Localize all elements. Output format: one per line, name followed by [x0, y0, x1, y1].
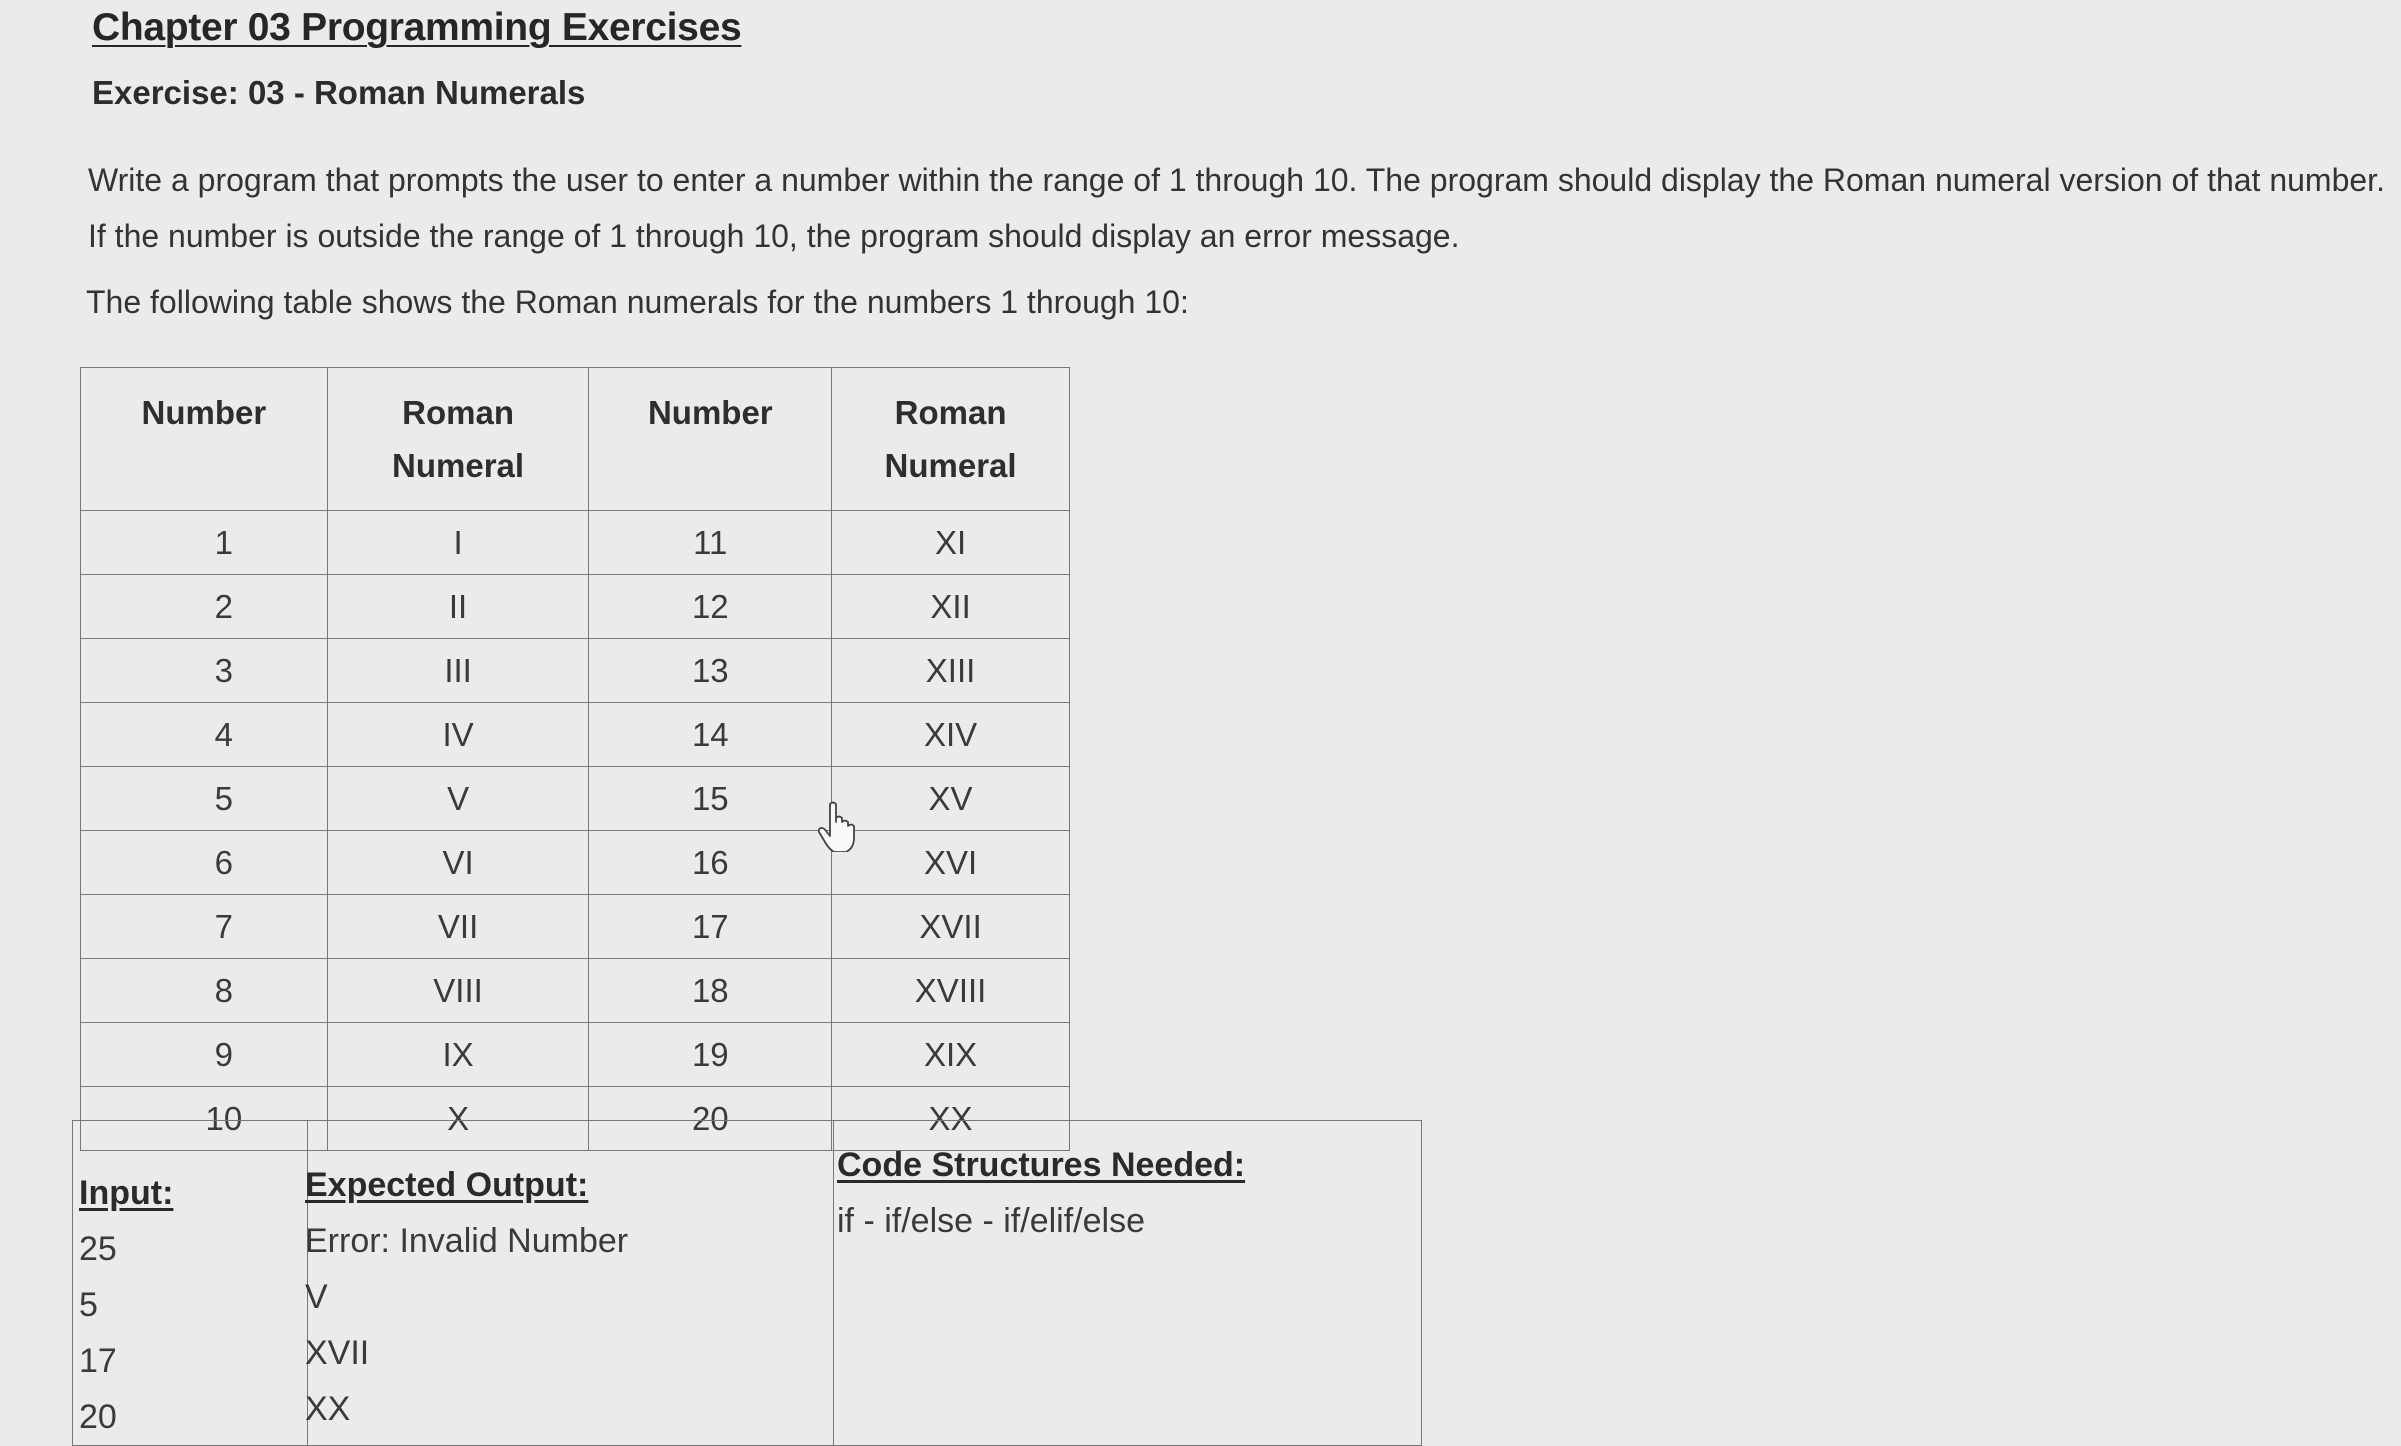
- code-structures-heading: Code Structures Needed:: [837, 1146, 1246, 1184]
- table-row: [81, 575, 1070, 639]
- table-row: [81, 639, 1070, 703]
- cell-number: 15: [589, 767, 832, 831]
- cell-number: 7: [81, 895, 328, 959]
- output-column: [305, 1157, 628, 1437]
- cell-roman: XIV: [832, 703, 1070, 767]
- io-box: [72, 1120, 1422, 1446]
- cell-number: 8: [81, 959, 328, 1023]
- header-roman-1-label: Roman Numeral: [392, 394, 525, 484]
- cell-roman: XVIII: [832, 959, 1070, 1023]
- cell-number: 2: [81, 575, 328, 639]
- code-structures-column: [837, 1137, 1245, 1249]
- cell-number: 4: [81, 703, 328, 767]
- cell-roman: XV: [832, 767, 1070, 831]
- cell-number: 18: [589, 959, 832, 1023]
- cell-number: 5: [81, 767, 328, 831]
- header-number-1: Number: [81, 368, 328, 511]
- cell-number: 16: [589, 831, 832, 895]
- table-row: [81, 895, 1070, 959]
- cell-roman: VII: [327, 895, 589, 959]
- cell-number: 10: [81, 1087, 328, 1151]
- table-row: [81, 1023, 1070, 1087]
- table-row: [81, 511, 1070, 575]
- table-row: [81, 831, 1070, 895]
- cell-number: 3: [81, 639, 328, 703]
- output-value: V: [305, 1278, 328, 1316]
- output-value: XVII: [305, 1334, 370, 1372]
- cell-number: 1: [81, 511, 328, 575]
- cell-roman: IX: [327, 1023, 589, 1087]
- cell-number: 13: [589, 639, 832, 703]
- cell-number: 17: [589, 895, 832, 959]
- table-row: [81, 959, 1070, 1023]
- exercise-description: Write a program that prompts the user to enter a number within the range of 1 through 10. The program should display the Roman numeral version of that number. If the number is outside the range of 1 through 10, the program should display an error message.: [88, 162, 2385, 254]
- cell-number: 19: [589, 1023, 832, 1087]
- cell-roman: VI: [327, 831, 589, 895]
- cell-number: 9: [81, 1023, 328, 1087]
- hand-pointer-icon: [816, 800, 858, 852]
- cell-roman: XIII: [832, 639, 1070, 703]
- header-roman-1: [327, 368, 589, 511]
- cell-roman: XI: [832, 511, 1070, 575]
- table-intro-text: The following table shows the Roman numerals for the numbers 1 through 10:: [86, 284, 1189, 320]
- input-value: 17: [79, 1342, 117, 1380]
- cell-roman: II: [327, 575, 589, 639]
- cell-roman: XII: [832, 575, 1070, 639]
- table-row: [81, 703, 1070, 767]
- cell-roman: III: [327, 639, 589, 703]
- input-heading: Input:: [79, 1174, 174, 1212]
- code-structures-value: if - if/else - if/elif/else: [837, 1202, 1145, 1240]
- roman-numeral-table: [80, 367, 1070, 1151]
- cell-number: 20: [589, 1087, 832, 1151]
- cell-roman: VIII: [327, 959, 589, 1023]
- header-roman-2: [832, 368, 1070, 511]
- input-value: 5: [79, 1286, 98, 1324]
- cell-roman: V: [327, 767, 589, 831]
- cell-number: 6: [81, 831, 328, 895]
- cell-roman: I: [327, 511, 589, 575]
- cell-number: 12: [589, 575, 832, 639]
- input-value: 20: [79, 1398, 117, 1436]
- input-value: 25: [79, 1230, 117, 1268]
- io-divider-right: [833, 1121, 834, 1445]
- table-row: [81, 767, 1070, 831]
- cell-roman: XVII: [832, 895, 1070, 959]
- cell-roman: XVI: [832, 831, 1070, 895]
- cell-roman: IV: [327, 703, 589, 767]
- cell-roman: XIX: [832, 1023, 1070, 1087]
- cell-roman: X: [327, 1087, 589, 1151]
- chapter-title: Chapter 03 Programming Exercises: [92, 6, 742, 49]
- cell-roman: XX: [832, 1087, 1070, 1151]
- header-roman-2-label: Roman Numeral: [884, 394, 1017, 484]
- cell-number: 11: [589, 511, 832, 575]
- exercise-title: Exercise: 03 - Roman Numerals: [92, 74, 586, 111]
- table-body: [81, 511, 1070, 1151]
- output-heading: Expected Output:: [305, 1166, 589, 1204]
- table-header-row: [81, 368, 1070, 511]
- cell-number: 14: [589, 703, 832, 767]
- output-value: Error: Invalid Number: [305, 1222, 629, 1260]
- output-value: XX: [305, 1390, 351, 1428]
- header-number-2: Number: [589, 368, 832, 511]
- input-column: [79, 1165, 173, 1445]
